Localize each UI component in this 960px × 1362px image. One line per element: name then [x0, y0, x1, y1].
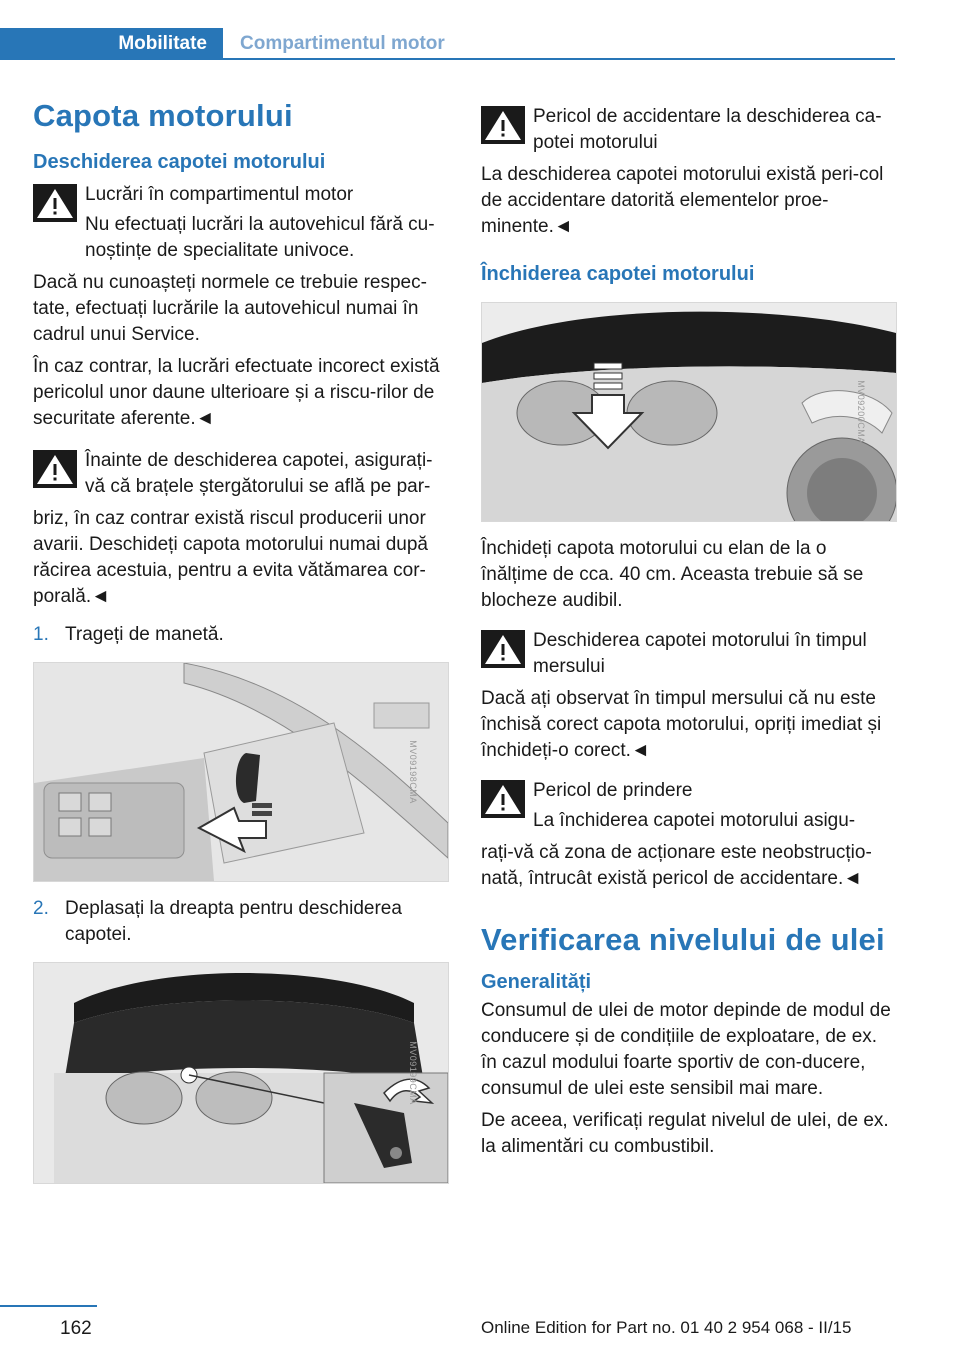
- paragraph-driving: Dacă ați observat în timpul mersului că nu este închisă corect capota motorului, opriți imediat și închideți-o corect.◄: [481, 688, 882, 761]
- figure-code: MV09199CMA: [408, 1041, 419, 1105]
- footer-divider: [0, 1305, 97, 1307]
- warning-triangle-icon: [481, 630, 525, 668]
- tab-compartimentul-motor[interactable]: Compartimentul motor: [240, 33, 445, 54]
- figure-code: MV09200CMA: [856, 380, 867, 444]
- warning-triangle-icon: [33, 184, 77, 222]
- paragraph-risk: În caz contrar, la lucrări efectuate incorect există pericolul unor daune ulterioare și a riscu-rilor de securitate aferente.◄: [33, 356, 440, 429]
- step-2: [33, 896, 447, 948]
- section-title-capota: Capota motorului: [33, 98, 293, 133]
- paragraph-close-hood: Închideți capota motorului cu elan de la o înălțime de cca. 40 cm. Aceasta trebuie să se blocheze audibil.: [481, 538, 864, 611]
- step-1-text: Trageți de manetă.: [65, 624, 224, 645]
- paragraph-oil-consumption: Consumul de ulei de motor depinde de modul de conducere și de condițiile de exploatare, de ex. în cazul modului foarte sportiv de con-ducere, consumul de ulei este sensibil mai mare.: [481, 1000, 891, 1099]
- figure-lever: [33, 662, 449, 882]
- steps-list: [33, 622, 447, 648]
- section-title-ulei: Verificarea nivelului de ulei: [481, 922, 885, 957]
- figure-code: MV09198CMA: [408, 740, 419, 804]
- warning-1-text: Nu efectuați lucrări la autovehicul fără cu-noștințe de specialitate univoce.: [85, 214, 435, 261]
- warning-block-3: [481, 104, 895, 156]
- hood-release-illustration: [34, 963, 448, 1183]
- warning-2-lead: Înainte de deschiderea capotei, asigurați-vă că brațele ștergătorului se află pe par-: [85, 450, 433, 497]
- warning-3-lead: Pericol de accidentare la deschiderea ca-potei motorului: [533, 106, 882, 153]
- header-divider: [223, 58, 895, 60]
- paragraph-wiper: briz, în caz contrar există riscul producerii unor avarii. Deschideți capota motorului numai după răcirea acestuia, pentru a evita vătămarea cor-porală.◄: [33, 508, 428, 607]
- subtitle-deschiderea: Deschiderea capotei motorului: [33, 151, 326, 173]
- warning-5-text: La închiderea capotei motorului asigu-: [533, 810, 856, 831]
- footer-edition: Online Edition for Part no. 01 40 2 954 068 - II/15: [481, 1318, 852, 1337]
- step-2-number: 2.: [33, 898, 49, 919]
- paragraph-service: Dacă nu cunoașteți normele ce trebuie respec-tate, efectuați lucrările la autovehicul numai în cadrul unui Service.: [33, 272, 427, 345]
- header-bar: [0, 28, 895, 60]
- warning-4-lead: Deschiderea capotei motorului în timpul mersului: [533, 630, 867, 677]
- warning-5-lead: Pericol de prindere: [533, 780, 693, 801]
- step-1-number: 1.: [33, 624, 49, 645]
- warning-block-2: [33, 448, 447, 500]
- page-number: 162: [60, 1318, 92, 1339]
- warning-1-lead: Lucrări în compartimentul motor: [85, 184, 354, 205]
- subtitle-generalitati: Generalități: [481, 971, 592, 993]
- warning-triangle-icon: [481, 780, 525, 818]
- paragraph-hood-risk: La deschiderea capotei motorului există peri-col de accidentare datorită elementelor proe-minente.◄: [481, 164, 884, 237]
- paragraph-pinch: rați-vă că zona de acționare este neobstrucțio-nată, întrucât există pericol de accidentare.◄: [481, 842, 872, 889]
- lever-illustration: [34, 663, 448, 881]
- warning-triangle-icon: [33, 450, 77, 488]
- closing-hood-illustration: [482, 303, 896, 521]
- warning-block-5: [481, 778, 895, 834]
- subtitle-inchiderea: Închiderea capotei motorului: [481, 263, 755, 285]
- tab-mobilitate[interactable]: Mobilitate: [0, 28, 223, 60]
- warning-block-1: [33, 182, 447, 264]
- figure-closing-hood: [481, 302, 897, 522]
- step-1: [33, 622, 447, 648]
- warning-triangle-icon: [481, 106, 525, 144]
- right-column: [481, 104, 895, 1166]
- left-column: [33, 96, 447, 1198]
- figure-hood-release: [33, 962, 449, 1184]
- step-2-text: Deplasați la dreapta pentru deschiderea capotei.: [65, 898, 402, 945]
- paragraph-oil-check: De aceea, verificați regulat nivelul de ulei, de ex. la alimentări cu combustibil.: [481, 1110, 889, 1157]
- warning-block-4: [481, 628, 895, 680]
- steps-list-2: [33, 896, 447, 948]
